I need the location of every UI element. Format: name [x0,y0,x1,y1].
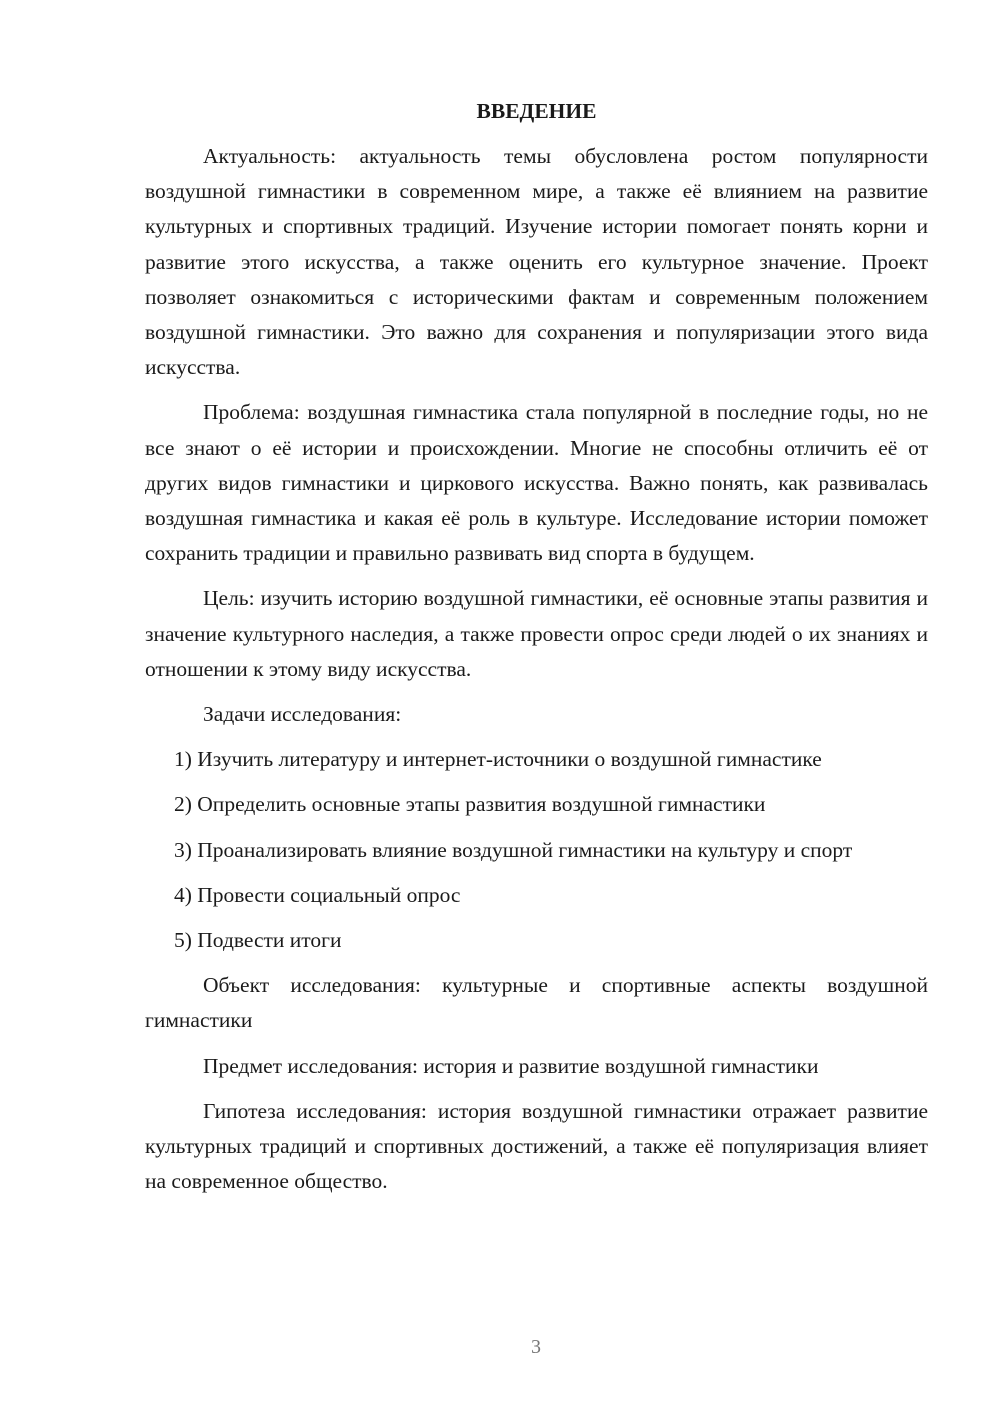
page-number: 3 [531,1336,541,1358]
task-item: 4) Провести социальный опрос [174,882,461,907]
task-item: 5) Подвести итоги [174,928,342,953]
goal-paragraph: Цель: изучить историю воздушной гимнастики, её основные этапы развития и значение культурного наследия, а также провести опрос среди людей о их знаниях и отношении к этому виду искусства. [145,586,928,681]
problem-paragraph: Проблема: воздушная гимнастика стала популярной в последние годы, но не все знают о её истории и происхождении. Многие не способны отличить её от других видов гимнастики и циркового искусства. Важно понять, как развивалась воздушная гимнастика и какая её роль в культуре. Исследование истории поможет сохранить традиции и правильно развивать вид спорта в будущем. [145,400,928,566]
subject-paragraph: Предмет исследования: история и развитие воздушной гимнастики [203,1053,819,1078]
page-content [145,94,928,1199]
page-title: ВВЕДЕНИЕ [476,99,597,123]
tasks-heading: Задачи исследования: [203,702,402,727]
hypothesis-paragraph: Гипотеза исследования: история воздушной гимнастики отражает развитие культурных традиций и спортивных достижений, а также её популяризация влияет на современное общество. [145,1098,928,1194]
object-paragraph: Объект исследования: культурные и спортивные аспекты воздушной гимнастики [145,973,928,1033]
task-item: 1) Изучить литературу и интернет-источники о воздушной гимнастике [174,747,822,772]
task-item: 3) Проанализировать влияние воздушной гимнастики на культуру и спорт [174,837,853,862]
relevance-paragraph: Актуальность: актуальность темы обусловлена ростом популярности воздушной гимнастики в современном мире, а также её влиянием на развитие культурных и спортивных традиций. Изучение истории помогает понять корни и развитие этого искусства, а также оценить его культурное значение. Проект позволяет ознакомиться с историческими фактам и современным положением воздушной гимнастики. Это важно для сохранения и популяризации этого вида искусства. [145,144,928,380]
task-item: 2) Определить основные этапы развития воздушной гимнастики [174,792,766,817]
